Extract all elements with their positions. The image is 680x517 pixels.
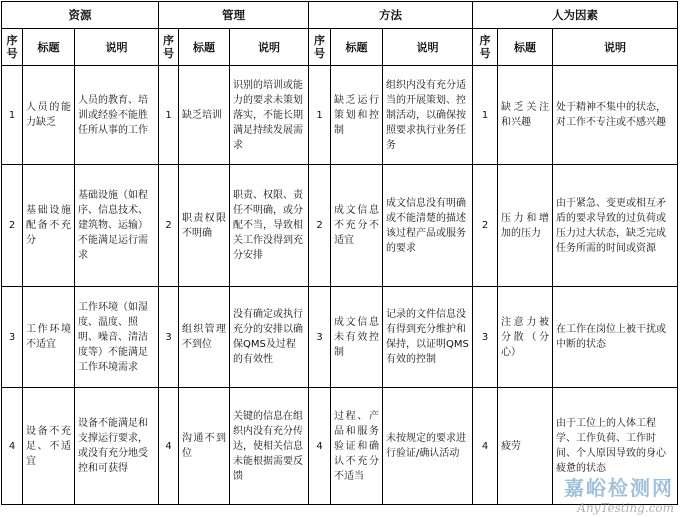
row-number: 1 xyxy=(159,66,179,165)
group-header-methods: 方法 xyxy=(309,2,473,29)
management-desc: 职责、权限、责任不明确，或分配不当，导致相关工作没得到充分安排 xyxy=(230,165,309,287)
resource-title: 工作环境不适宜 xyxy=(23,287,75,388)
column-header-title: 标题 xyxy=(331,29,383,66)
column-header-no: 序号 xyxy=(159,29,179,66)
resource-desc: 工作环境（如湿度、温度、照明、噪音、清洁度等）不能满足工作环境需求 xyxy=(75,287,159,388)
group-header-human-factors: 人为因素 xyxy=(473,2,678,29)
row-number: 3 xyxy=(473,287,498,388)
row-number: 2 xyxy=(309,165,331,287)
column-header-no: 序号 xyxy=(473,29,498,66)
row-number: 3 xyxy=(159,287,179,388)
human-factor-title: 缺乏关注和兴趣 xyxy=(498,66,553,165)
human-factor-desc: 由于紧急、变更或相互矛盾的要求导致的过负荷或压力过大状态，缺乏完成任务所需的时间或资源 xyxy=(553,165,678,287)
column-header-title: 标题 xyxy=(498,29,553,66)
column-header-desc: 说明 xyxy=(230,29,309,66)
row-number: 4 xyxy=(309,388,331,505)
resource-desc: 人员的教育、培训或经验不能胜任所从事的工作 xyxy=(75,66,159,165)
human-factor-desc: 在工作在岗位上被干扰或中断的状态 xyxy=(553,287,678,388)
human-factor-desc: 由于工位上的人体工程学、工作负荷、工作时间、个人原因导致的身心疲惫的状态 xyxy=(553,388,678,505)
root-cause-table xyxy=(1,1,678,505)
management-desc: 没有确定或执行充分的安排以确保QMS及过程的有效性 xyxy=(230,287,309,388)
row-number: 3 xyxy=(309,287,331,388)
resource-title: 基础设施配备不充分 xyxy=(23,165,75,287)
group-header-row xyxy=(2,2,678,29)
resource-title: 人员的能力缺乏 xyxy=(23,66,75,165)
method-title: 缺乏运行策划和控制 xyxy=(331,66,383,165)
watermark-text-en: AnyTesting.com xyxy=(577,501,674,515)
method-desc: 记录的文件信息没有得到充分维护和保持，以证明QMS有效的控制 xyxy=(383,287,473,388)
column-header-title: 标题 xyxy=(23,29,75,66)
human-factor-title: 注意力被分散（分心） xyxy=(498,287,553,388)
column-header-no: 序号 xyxy=(2,29,23,66)
column-header-no: 序号 xyxy=(309,29,331,66)
method-desc: 组织内没有充分适当的开展策划、控制活动，以确保按照要求执行业务任务 xyxy=(383,66,473,165)
row-number: 1 xyxy=(309,66,331,165)
resource-desc: 基础设施（如程序、信息技术、建筑物、运输）不能满足运行需求 xyxy=(75,165,159,287)
table-row xyxy=(2,66,678,165)
resource-title: 设备不充足、不适宜 xyxy=(23,388,75,505)
row-number: 1 xyxy=(473,66,498,165)
method-desc: 成文信息没有明确或不能清楚的描述该过程产品或服务的要求 xyxy=(383,165,473,287)
column-header-row xyxy=(2,29,678,66)
row-number: 1 xyxy=(2,66,23,165)
management-desc: 关键的信息在组织内没有充分传达，使相关信息未能根据需要反馈 xyxy=(230,388,309,505)
resource-desc: 设备不能满足和支撑运行要求，或没有充分地受控和可获得 xyxy=(75,388,159,505)
table-row xyxy=(2,165,678,287)
group-header-resources: 资源 xyxy=(2,2,159,29)
column-header-desc: 说明 xyxy=(383,29,473,66)
management-title: 缺乏培训 xyxy=(179,66,230,165)
human-factor-title: 疲劳 xyxy=(498,388,553,505)
table-row xyxy=(2,388,678,505)
method-title: 过程、产品和服务验证和确认不充分不适当 xyxy=(331,388,383,505)
row-number: 4 xyxy=(159,388,179,505)
column-header-title: 标题 xyxy=(179,29,230,66)
row-number: 4 xyxy=(2,388,23,505)
row-number: 4 xyxy=(473,388,498,505)
row-number: 2 xyxy=(2,165,23,287)
row-number: 3 xyxy=(2,287,23,388)
column-header-desc: 说明 xyxy=(75,29,159,66)
method-desc: 未按规定的要求进行验证/确认活动 xyxy=(383,388,473,505)
human-factor-title: 压力和增加的压力 xyxy=(498,165,553,287)
group-header-management: 管理 xyxy=(159,2,309,29)
column-header-desc: 说明 xyxy=(553,29,678,66)
management-desc: 识别的培训或能力的要求未策划落实，不能长期满足持续发展需求 xyxy=(230,66,309,165)
method-title: 成文信息不充分不适宜 xyxy=(331,165,383,287)
row-number: 2 xyxy=(159,165,179,287)
method-title: 成文信息未有效控制 xyxy=(331,287,383,388)
table-row xyxy=(2,287,678,388)
row-number: 2 xyxy=(473,165,498,287)
management-title: 组织管理不到位 xyxy=(179,287,230,388)
management-title: 职责权限不明确 xyxy=(179,165,230,287)
human-factor-desc: 处于精神不集中的状态，对工作不专注或不感兴趣 xyxy=(553,66,678,165)
watermark-text-cn: 嘉峪检测网 xyxy=(564,476,674,500)
management-title: 沟通不到位 xyxy=(179,388,230,505)
